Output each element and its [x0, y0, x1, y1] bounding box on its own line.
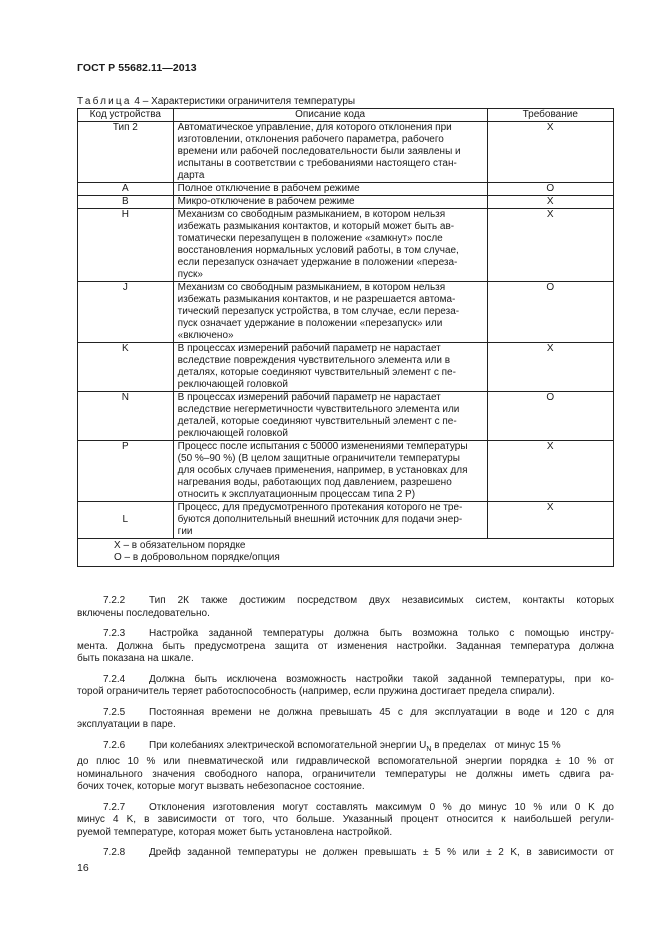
- clause-number: 7.2.7: [103, 801, 126, 813]
- description-line: испытаны в соответствии с требованиями настоящего стан-: [177, 158, 457, 169]
- code-description: [173, 282, 487, 343]
- paragraph-line: минус 4 K, в зависимости от того, что больше. Указанный процент относится к наибольшей регули-: [77, 814, 614, 825]
- description-line: Механизм со свободным размыканием, в котором нельзя: [177, 282, 446, 293]
- paragraph-line: [77, 707, 614, 720]
- device-code: Тип 2: [78, 122, 174, 183]
- device-code: A: [78, 183, 174, 196]
- device-code: N: [78, 392, 174, 441]
- caption-text: 4 – Характеристики ограничителя температуры: [131, 96, 356, 107]
- description-line: реключающей головкой: [177, 379, 288, 390]
- table-legend: [78, 539, 614, 567]
- clause-number: 7.2.8: [103, 847, 126, 858]
- code-description: [173, 209, 487, 282]
- column-header-requirement: Требование: [487, 109, 613, 122]
- description-line: Процесс, для предусмотренного протекания которого не тре-: [177, 502, 463, 513]
- device-code: H: [78, 209, 174, 282]
- description-line: изготовлении, отклонения рабочего параметра, рабочего: [177, 134, 444, 145]
- table-row: [78, 502, 614, 539]
- column-header-code: Код устройства: [78, 109, 174, 122]
- requirement-mark: X: [487, 209, 613, 282]
- paragraph-text: Должна быть исключена возможность настройки такой заданной температуры, при ко-: [149, 673, 614, 685]
- table-row: [78, 392, 614, 441]
- paragraph-7-2-6: [77, 740, 614, 794]
- description-line: вследствие негерметичности чувствительного элемента или: [177, 404, 460, 415]
- body-text: [77, 595, 614, 868]
- description-line: гии: [177, 526, 193, 537]
- description-line: если перезапуск означает удержание в положении «переза-: [177, 257, 458, 268]
- description-line: пуск»: [177, 269, 203, 280]
- code-description: [173, 183, 487, 196]
- description-line: «включено»: [177, 330, 234, 341]
- description-line: деталей, которые соединяют чувствительный элемент с пе-: [177, 416, 457, 427]
- code-description: [173, 502, 487, 539]
- description-line: деталях, которые соединяют чувствительный элемент с пе-: [177, 367, 456, 378]
- table-row: [78, 196, 614, 209]
- paragraph-7-2-3: [77, 628, 614, 666]
- paragraph-line: [77, 595, 614, 608]
- description-line: реключающей головкой: [177, 428, 288, 439]
- description-line: дарта: [177, 170, 205, 181]
- paragraph-line: руемой температуре, которая может быть установлена настройкой.: [77, 826, 393, 838]
- paragraph-line: мента. Должна быть предусмотрена защита от изменения настройки. Заданная температура должна: [77, 640, 614, 652]
- device-code: K: [78, 343, 174, 392]
- description-line: пуск означает удержание в положении «перезапуск» или: [177, 318, 443, 329]
- description-line: В процессах измерений рабочий параметр не нарастает: [177, 392, 441, 403]
- device-code: B: [78, 196, 174, 209]
- paragraph-7-2-7: [77, 802, 614, 840]
- requirement-mark: X: [487, 441, 613, 502]
- table-row: [78, 183, 614, 196]
- clause-number: 7.2.6: [103, 739, 126, 751]
- table-body: [78, 122, 614, 567]
- clause-number: 7.2.5: [103, 706, 126, 718]
- requirement-mark: X: [487, 196, 613, 209]
- description-line: для особых случаев применения, например, в установках для: [177, 465, 468, 476]
- caption-word: Таблица: [77, 96, 132, 107]
- description-line: времени или рабочей последовательности были заявлены и: [177, 146, 461, 157]
- page-number: 16: [77, 862, 89, 874]
- code-description: [173, 343, 487, 392]
- code-description: [173, 392, 487, 441]
- paragraph-line: эксплуатации в паре.: [77, 719, 176, 730]
- paragraph-line: торой ограничитель теряет работоспособность (например, если пружина достигает предела спирали).: [77, 686, 555, 697]
- clause-number: 7.2.4: [103, 673, 126, 685]
- requirement-mark: X: [487, 343, 613, 392]
- paragraph-text: Постоянная времени не должна превышать 45 с для эксплуатации в воде и 120 с для: [149, 706, 614, 718]
- device-code: L: [78, 502, 174, 539]
- subscript-n: N: [426, 745, 432, 753]
- code-description: [173, 441, 487, 502]
- paragraph-text: Дрейф заданной температуры не должен превышать ± 5 % или ± 2 K, в зависимости от: [149, 847, 614, 858]
- paragraph-line: номинального значения свободного напора, ограничители температуры не должны иметь сдвига ра-: [77, 768, 614, 780]
- table-row: [78, 209, 614, 282]
- code-description: [173, 196, 487, 209]
- table-caption: [77, 96, 355, 107]
- paragraph-line: [77, 802, 614, 815]
- table-row: [78, 282, 614, 343]
- paragraph-7-2-4: [77, 674, 614, 699]
- description-line: нагревания воды, работающих под давлением, разрешено: [177, 477, 452, 488]
- table-header-row: [78, 109, 614, 122]
- legend-optional: O – в добровольном порядке/опция: [114, 552, 280, 563]
- clause-number: 7.2.2: [103, 595, 126, 606]
- characteristics-table: [77, 108, 614, 567]
- requirement-mark: O: [487, 282, 613, 343]
- description-line: В процессах измерений рабочий параметр не нарастает: [177, 343, 441, 354]
- description-line: Автоматическое управление, для которого отклонения при: [177, 122, 452, 133]
- paragraph-line: [77, 740, 614, 757]
- paragraph-text: Отклонения изготовления могут составлять максимум 0 % до минус 10 % или 0 K до: [149, 801, 614, 813]
- table-row: [78, 122, 614, 183]
- device-code: P: [78, 441, 174, 502]
- column-header-description: Описание кода: [173, 109, 487, 122]
- description-line: избежать размыкания контактов, и который может быть ав-: [177, 221, 455, 232]
- requirement-mark: O: [487, 183, 613, 196]
- clause-number: 7.2.3: [103, 628, 126, 639]
- document-header: ГОСТ Р 55682.11—2013: [77, 62, 197, 74]
- description-line: вследствие повреждения чувствительного элемента или в: [177, 355, 451, 366]
- code-description: [173, 122, 487, 183]
- table-legend-row: [78, 539, 614, 567]
- description-line: томатически перезапущен в положение «замкнут» после: [177, 233, 443, 244]
- description-line: тический перезапуск устройства, в том случае, если переза-: [177, 306, 460, 317]
- device-code: J: [78, 282, 174, 343]
- paragraph-line: бочих точек, которые могут вызвать небезопасное состояние.: [77, 781, 365, 792]
- requirement-mark: X: [487, 122, 613, 183]
- description-line: избежать размыкания контактов, и не разрешается автома-: [177, 294, 456, 305]
- paragraph-line: включены последовательно.: [77, 607, 210, 619]
- paragraph-7-2-5: [77, 707, 614, 732]
- paragraph-text: Тип 2К также достижим посредством двух независимых систем, контакты которых: [149, 595, 614, 606]
- paragraph-text: При колебаниях электрической вспомогательной энергии U: [149, 739, 427, 751]
- paragraph-line: [77, 628, 614, 641]
- description-line: Процесс после испытания с 50000 изменениями температуры: [177, 441, 468, 452]
- description-line: Микро-отключение в рабочем режиме: [177, 196, 355, 207]
- description-line: Полное отключение в рабочем режиме: [177, 183, 360, 194]
- description-line: восстановления нормальных условий работы, в том случае,: [177, 245, 459, 256]
- description-line: буются дополнительный внешний источник для подачи энер-: [177, 514, 463, 525]
- table-row: [78, 441, 614, 502]
- description-line: Механизм со свободным размыканием, в котором нельзя: [177, 209, 446, 220]
- paragraph-text: Настройка заданной температуры должна быть возможна только с помощью инстру-: [149, 628, 614, 639]
- paragraph-line: [77, 674, 614, 687]
- requirement-mark: X: [487, 502, 613, 539]
- paragraph-text-tail: в пределах от минус 15 %: [431, 739, 561, 751]
- description-line: (50 %–90 %) (В целом защитные ограничители температуры: [177, 453, 460, 464]
- description-line: относить к эксплуатационным процессам типа 2 Р): [177, 489, 416, 500]
- paragraph-7-2-8: [77, 847, 614, 860]
- paragraph-line: быть показана на шкале.: [77, 653, 194, 664]
- table-row: [78, 343, 614, 392]
- paragraph-line: до плюс 10 % или пневматической или гидравлической вспомогательной энергии порядка ± 10 % от: [77, 756, 614, 767]
- legend-mandatory: X – в обязательном порядке: [114, 540, 246, 551]
- paragraph-line: [77, 847, 614, 860]
- paragraph-7-2-2: [77, 595, 614, 620]
- requirement-mark: O: [487, 392, 613, 441]
